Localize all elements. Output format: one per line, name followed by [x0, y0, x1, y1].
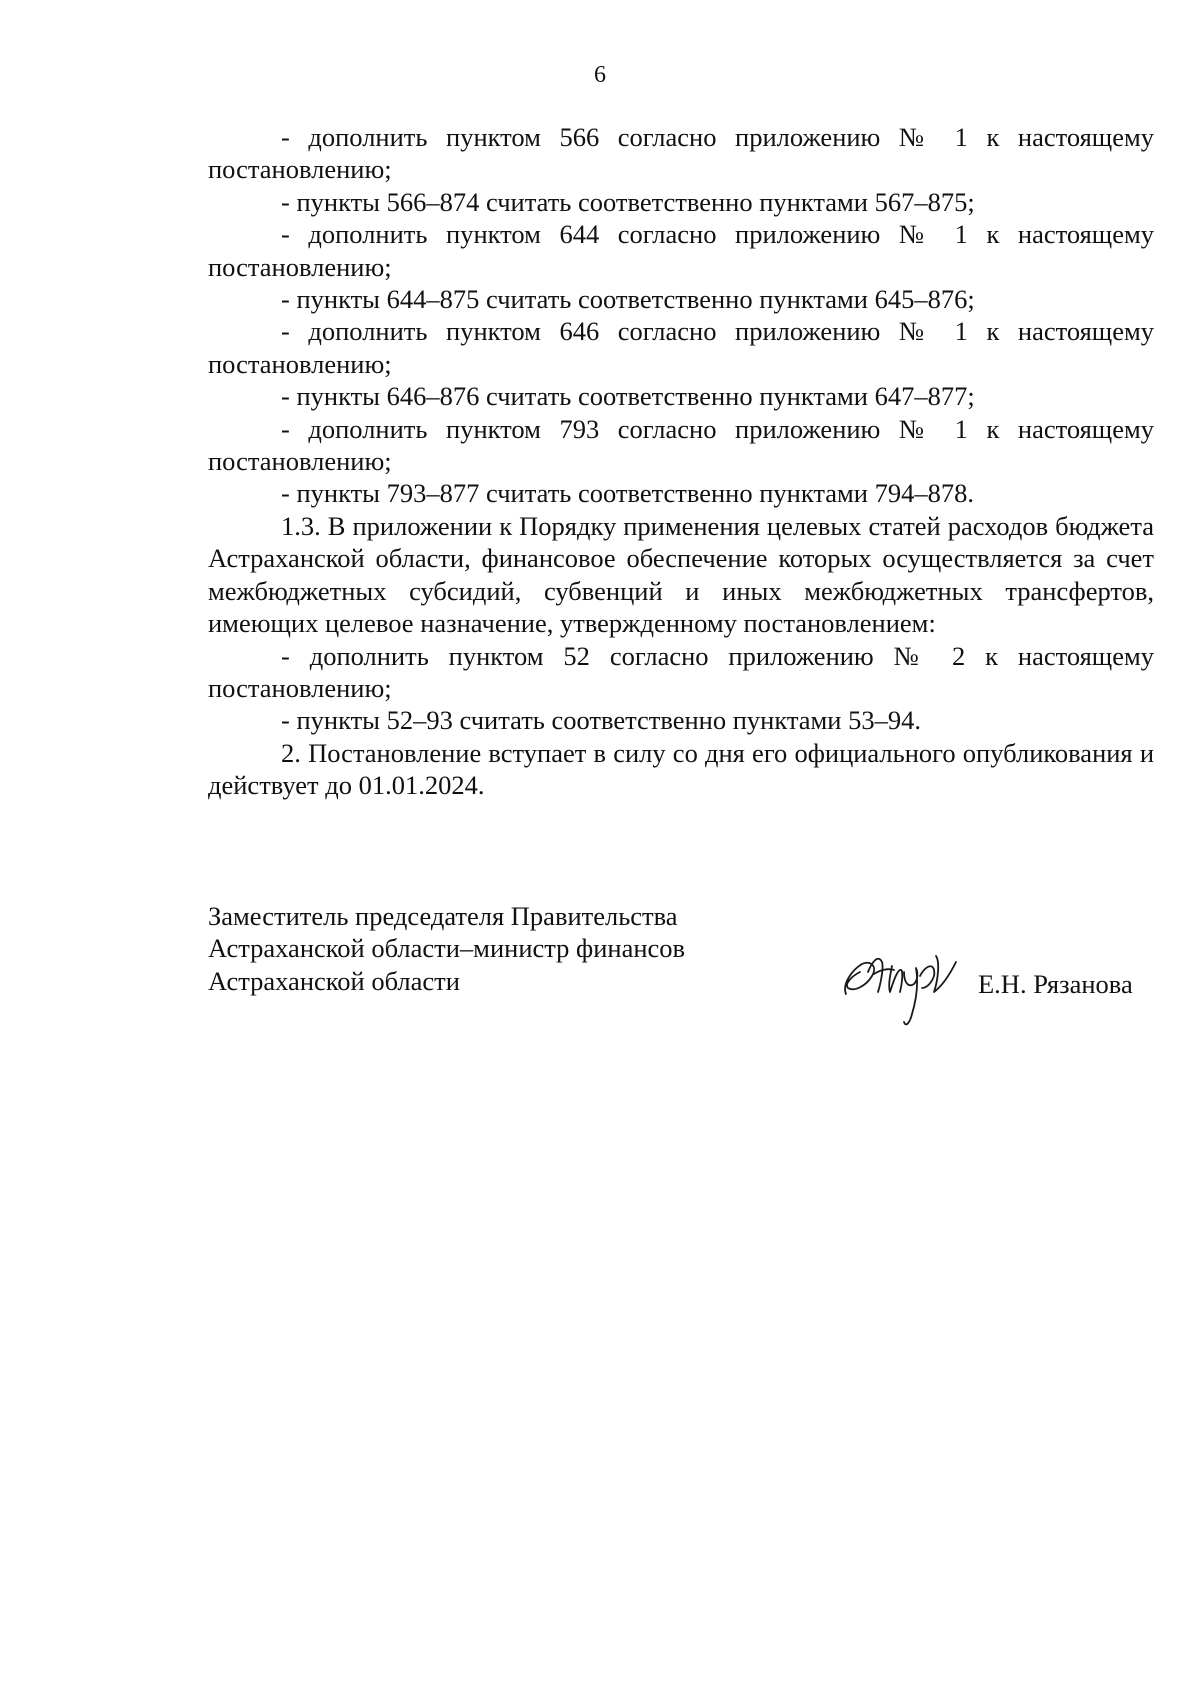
signer-title-line: Астраханской области–министр финансов [208, 933, 686, 964]
paragraph-add-item-646: - дополнить пунктом 646 согласно приложению № 1 к настоящему постановлению; [208, 316, 1154, 379]
paragraph-renumber-793: - пункты 793–877 считать соответственно пунктами 794–878. [281, 478, 974, 509]
document-body [208, 121, 1154, 802]
paragraph-add-item-566: - дополнить пунктом 566 согласно приложению № 1 к настоящему постановлению; [208, 122, 1154, 185]
paragraph-renumber-646: - пункты 646–876 считать соответственно пунктами 647–877; [281, 381, 975, 412]
signature-block [208, 900, 1158, 1030]
paragraph-add-item-793: - дополнить пунктом 793 согласно приложению № 1 к настоящему постановлению; [208, 413, 1154, 477]
signer-title-line: Заместитель председателя Правительства [208, 901, 678, 931]
paragraph-renumber-644: - пункты 644–875 считать соответственно пунктами 645–876; [281, 284, 975, 315]
signer-title [208, 900, 685, 997]
signer-name: Е.Н. Рязанова [978, 969, 1133, 999]
paragraph-section-2: 2. Постановление вступает в силу со дня его официального опубликования и действует до 01.01.2024. [208, 737, 1154, 801]
signer-title-line: Астраханской области [208, 965, 460, 996]
paragraph-renumber-52: - пункты 52–93 считать соответственно пунктами 53–94. [281, 705, 921, 736]
paragraph-section-1-3: 1.3. В приложении к Порядку применения целевых статей расходов бюджета Астраханской области, финансовое обеспечение которых осуществляется за счет межбюджетных субсидий, субвенций и иных межбюджетных трансфертов, имеющих целевое назначение, утвержденному постановлением: [208, 510, 1154, 639]
paragraph-add-item-644: - дополнить пунктом 644 согласно приложению № 1 к настоящему постановлению; [208, 219, 1154, 282]
paragraph-renumber-566: - пункты 566–874 считать соответственно пунктами 567–875; [281, 186, 975, 217]
page-number: 6 [594, 62, 606, 88]
paragraph-add-item-52: - дополнить пунктом 52 согласно приложению № 2 к настоящему постановлению; [208, 640, 1154, 703]
handwritten-signature [838, 932, 968, 1032]
